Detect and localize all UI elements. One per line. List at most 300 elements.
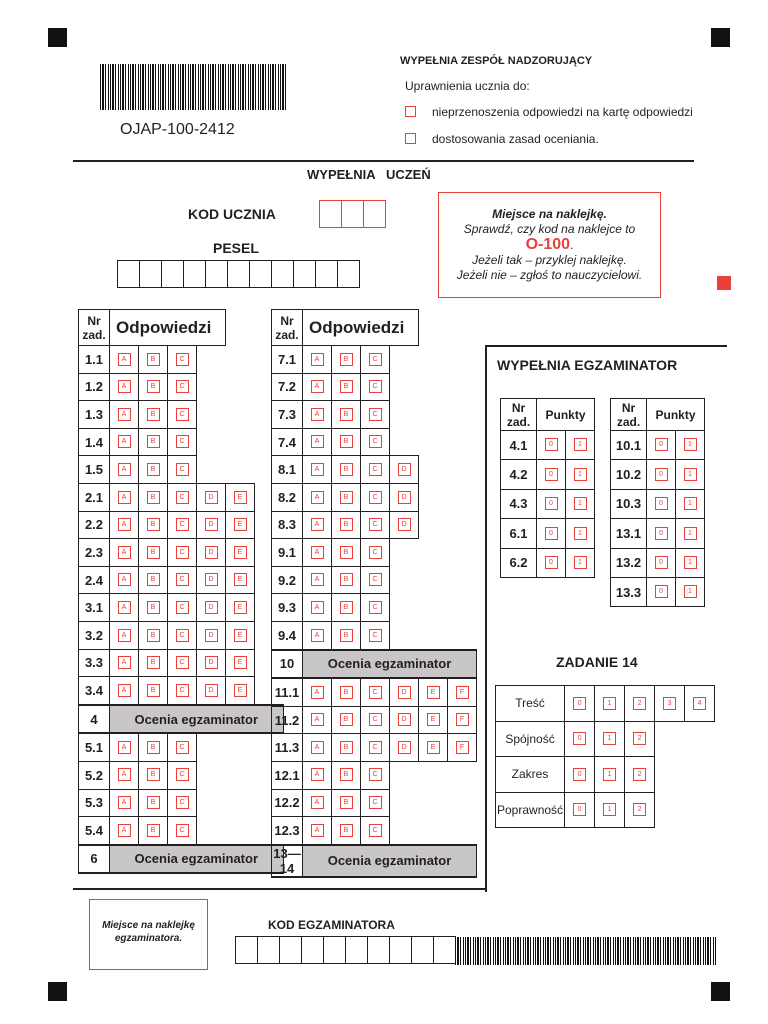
answer-box[interactable]: C	[176, 435, 189, 448]
answer-box[interactable]: A	[118, 741, 131, 754]
answer-box[interactable]: A	[118, 656, 131, 669]
answer-cell	[303, 539, 332, 567]
empty-cell	[226, 373, 255, 401]
answer-box[interactable]: B	[340, 408, 353, 421]
answer-box[interactable]: E	[234, 601, 247, 614]
sticker-code-dot: .	[570, 238, 574, 252]
answer-box[interactable]: A	[311, 408, 324, 421]
empty-cell	[226, 346, 255, 374]
answer-box[interactable]: B	[147, 408, 160, 421]
empty-cell	[390, 566, 419, 594]
points-row	[501, 489, 595, 518]
table-row	[272, 706, 477, 734]
answer-box[interactable]: 0	[655, 585, 668, 598]
answer-cell	[197, 539, 226, 567]
answer-box[interactable]: D	[205, 656, 218, 669]
answer-box[interactable]: E	[427, 686, 440, 699]
answer-box[interactable]: C	[176, 601, 189, 614]
answer-box[interactable]: A	[311, 491, 324, 504]
answer-box[interactable]: F	[456, 713, 469, 726]
answer-cell	[361, 621, 390, 649]
answer-cell	[168, 733, 197, 761]
points-cell	[647, 431, 676, 460]
answer-box[interactable]: 1	[684, 527, 697, 540]
answer-box[interactable]: C	[369, 824, 382, 837]
empty-cell	[685, 721, 715, 757]
answer-cell	[361, 373, 390, 401]
empty-cell	[197, 346, 226, 374]
empty-cell	[419, 566, 448, 594]
registration-mark-bottom-left	[48, 982, 67, 1001]
pesel-input[interactable]	[118, 260, 360, 288]
empty-cell	[390, 373, 419, 401]
sticker-code: O-100	[525, 236, 571, 253]
empty-cell	[419, 346, 448, 374]
answer-box[interactable]: A	[311, 546, 324, 559]
answer-box[interactable]: C	[369, 380, 382, 393]
answer-box[interactable]: B	[340, 629, 353, 642]
empty-cell	[419, 428, 448, 456]
answer-cell	[226, 649, 255, 677]
answer-box[interactable]: B	[147, 353, 160, 366]
answer-box[interactable]: B	[340, 491, 353, 504]
answer-box[interactable]: B	[340, 686, 353, 699]
answer-box[interactable]: 0	[545, 527, 558, 540]
answer-cell	[197, 483, 226, 511]
answer-box[interactable]: B	[340, 435, 353, 448]
answer-cell	[332, 373, 361, 401]
answer-box[interactable]: C	[369, 713, 382, 726]
answer-box[interactable]: B	[340, 463, 353, 476]
score-cell	[595, 686, 625, 722]
table-row	[79, 346, 284, 374]
table-row	[272, 401, 477, 429]
answer-box[interactable]: 2	[633, 697, 646, 710]
answer-cell	[110, 483, 139, 511]
answer-box[interactable]: B	[340, 796, 353, 809]
table-row	[79, 401, 284, 429]
points-row	[611, 460, 705, 489]
criterion-label: Treść	[496, 686, 565, 722]
answer-box[interactable]: C	[176, 824, 189, 837]
empty-cell	[419, 310, 448, 346]
answer-box[interactable]: B	[147, 768, 160, 781]
answer-box[interactable]: B	[147, 601, 160, 614]
answer-box[interactable]: A	[118, 491, 131, 504]
answer-cell	[110, 401, 139, 429]
empty-cell	[448, 621, 477, 649]
answer-box[interactable]: C	[369, 491, 382, 504]
answer-cell	[168, 677, 197, 705]
answer-cell	[168, 539, 197, 567]
answer-box[interactable]: B	[147, 629, 160, 642]
points-cell	[647, 519, 676, 548]
answer-box[interactable]: 1	[574, 468, 587, 481]
answer-box[interactable]: C	[369, 408, 382, 421]
answer-box[interactable]: D	[398, 686, 411, 699]
answer-cell	[197, 594, 226, 622]
answer-box[interactable]: A	[311, 824, 324, 837]
points-row	[501, 548, 595, 577]
answer-box[interactable]: A	[311, 573, 324, 586]
table-row	[79, 761, 284, 789]
answer-cell	[390, 511, 419, 539]
answer-box[interactable]: C	[369, 796, 382, 809]
answer-cell	[303, 373, 332, 401]
answer-cell	[139, 401, 168, 429]
answer-box[interactable]: E	[234, 656, 247, 669]
examiner-sticker-text: Miejsce na naklejkę egzaminatora.	[102, 920, 195, 944]
points-cell	[566, 460, 595, 489]
task-number: 9.2	[272, 566, 303, 594]
answer-box[interactable]: 1	[574, 556, 587, 569]
answer-box[interactable]: 0	[545, 497, 558, 510]
answer-box[interactable]: D	[205, 684, 218, 697]
answer-box[interactable]: C	[176, 796, 189, 809]
empty-cell	[390, 539, 419, 567]
empty-cell	[226, 310, 255, 346]
answer-box[interactable]: E	[234, 546, 247, 559]
examiner-grades-cell: Ocenia egzaminator	[303, 845, 477, 877]
points-cell	[566, 489, 595, 518]
answer-box[interactable]: A	[118, 353, 131, 366]
task-number: 7.1	[272, 346, 303, 374]
answer-box[interactable]: B	[147, 380, 160, 393]
answer-box[interactable]: C	[369, 518, 382, 531]
zadanie14-row	[496, 792, 715, 828]
empty-cell	[197, 817, 226, 845]
answer-cell	[139, 594, 168, 622]
answer-box[interactable]: 1	[603, 732, 616, 745]
sticker-line2: Sprawdź, czy kod na naklejce to	[463, 222, 636, 236]
answer-box[interactable]: E	[234, 684, 247, 697]
answer-box[interactable]: C	[176, 573, 189, 586]
answer-box[interactable]: B	[147, 491, 160, 504]
answer-box[interactable]: A	[311, 601, 324, 614]
answer-box[interactable]: 1	[603, 768, 616, 781]
answer-box[interactable]: C	[176, 408, 189, 421]
answer-box[interactable]: B	[340, 353, 353, 366]
answer-box[interactable]: A	[311, 629, 324, 642]
answer-cell	[139, 733, 168, 761]
points-cell	[676, 548, 705, 577]
answer-box[interactable]: A	[311, 463, 324, 476]
empty-cell	[197, 456, 226, 484]
answer-cell	[419, 734, 448, 762]
answer-box[interactable]: 0	[545, 468, 558, 481]
answer-box[interactable]: A	[311, 380, 324, 393]
answer-box[interactable]: A	[118, 573, 131, 586]
answer-cell	[110, 761, 139, 789]
answer-box[interactable]: A	[118, 463, 131, 476]
answer-box[interactable]: B	[147, 463, 160, 476]
answer-box[interactable]: A	[118, 601, 131, 614]
student-title: WYPEŁNIA UCZEŃ	[307, 167, 431, 182]
task-number: 9.4	[272, 621, 303, 649]
answer-cell	[303, 483, 332, 511]
answer-box[interactable]: 1	[574, 527, 587, 540]
answer-box[interactable]: B	[147, 518, 160, 531]
zadanie14-row	[496, 757, 715, 793]
answer-box[interactable]: 0	[655, 527, 668, 540]
points-row	[501, 460, 595, 489]
points-header: Punkty	[647, 399, 705, 431]
answer-box[interactable]: D	[205, 601, 218, 614]
answer-box[interactable]: C	[369, 686, 382, 699]
kod-ucznia-input[interactable]	[320, 200, 386, 228]
answer-box[interactable]: A	[311, 713, 324, 726]
answer-box[interactable]: B	[340, 768, 353, 781]
answer-box[interactable]: A	[118, 435, 131, 448]
task-number: 4.3	[501, 489, 537, 518]
answer-box[interactable]: D	[205, 546, 218, 559]
answer-box[interactable]: D	[398, 463, 411, 476]
answer-box[interactable]: A	[311, 768, 324, 781]
answer-cell	[332, 678, 361, 706]
answer-box[interactable]: B	[147, 741, 160, 754]
empty-cell	[419, 789, 448, 817]
answer-box[interactable]: C	[176, 768, 189, 781]
answer-box[interactable]: A	[311, 796, 324, 809]
answer-box[interactable]: 1	[684, 497, 697, 510]
task-number: 1.5	[79, 456, 110, 484]
rights-label: Uprawnienia ucznia do:	[405, 79, 530, 93]
empty-cell	[390, 428, 419, 456]
option2-checkbox[interactable]	[405, 133, 416, 144]
table-row	[272, 539, 477, 567]
answer-box[interactable]: B	[147, 684, 160, 697]
empty-cell	[655, 721, 685, 757]
answer-box[interactable]: A	[311, 741, 324, 754]
points-row	[611, 548, 705, 577]
examiner-code-input[interactable]	[236, 936, 456, 964]
examiner-grades-cell: Ocenia egzaminator	[110, 845, 284, 874]
points-left-table	[500, 398, 595, 578]
answer-cell	[139, 373, 168, 401]
answer-box[interactable]: A	[118, 546, 131, 559]
answer-box[interactable]: C	[176, 741, 189, 754]
answer-box[interactable]: D	[398, 713, 411, 726]
answer-box[interactable]: A	[118, 824, 131, 837]
score-cell	[565, 721, 595, 757]
empty-cell	[448, 817, 477, 845]
answer-box[interactable]: 0	[655, 468, 668, 481]
answer-box[interactable]: E	[234, 573, 247, 586]
criterion-label: Poprawność	[496, 792, 565, 828]
answer-box[interactable]: A	[118, 380, 131, 393]
answer-box[interactable]: B	[340, 380, 353, 393]
option1-checkbox[interactable]	[405, 106, 416, 117]
answer-box[interactable]: E	[234, 491, 247, 504]
answer-box[interactable]: B	[340, 741, 353, 754]
answer-box[interactable]: C	[369, 546, 382, 559]
answer-box[interactable]: 2	[633, 732, 646, 745]
task-number: 3.1	[79, 594, 110, 622]
answer-box[interactable]: B	[147, 824, 160, 837]
answer-box[interactable]: 0	[573, 697, 586, 710]
points-cell	[676, 431, 705, 460]
answer-box[interactable]: D	[205, 629, 218, 642]
answer-box[interactable]: D	[398, 491, 411, 504]
answer-cell	[168, 428, 197, 456]
answer-cell	[168, 483, 197, 511]
points-right-table	[610, 398, 705, 607]
answer-box[interactable]: 3	[663, 697, 676, 710]
answer-box[interactable]: 1	[684, 438, 697, 451]
answer-box[interactable]: D	[205, 573, 218, 586]
answer-box[interactable]: F	[456, 741, 469, 754]
task-number: 5.3	[79, 789, 110, 817]
answer-box[interactable]: E	[427, 713, 440, 726]
answer-box[interactable]: 0	[545, 438, 558, 451]
answer-box[interactable]: C	[176, 353, 189, 366]
answer-box[interactable]: B	[147, 435, 160, 448]
answer-box[interactable]: 2	[633, 768, 646, 781]
answer-cell	[361, 346, 390, 374]
task-number: 5.2	[79, 761, 110, 789]
empty-cell	[390, 401, 419, 429]
barcode-bottom	[455, 937, 717, 965]
answer-box[interactable]: C	[369, 463, 382, 476]
answer-box[interactable]: A	[118, 768, 131, 781]
answer-box[interactable]: 0	[573, 768, 586, 781]
answer-cell	[139, 649, 168, 677]
answer-cell	[332, 706, 361, 734]
answer-box[interactable]: C	[369, 353, 382, 366]
answer-box[interactable]: C	[176, 656, 189, 669]
nr-header: Nr zad.	[501, 399, 537, 431]
answer-cell	[110, 373, 139, 401]
divider-top	[73, 160, 694, 162]
table-row	[79, 845, 284, 874]
answer-cell	[303, 621, 332, 649]
answer-box[interactable]: C	[176, 463, 189, 476]
answers-header: Odpowiedzi	[303, 310, 419, 346]
empty-cell	[448, 346, 477, 374]
answer-cell	[110, 817, 139, 845]
answer-box[interactable]: E	[427, 741, 440, 754]
answer-box[interactable]: B	[340, 573, 353, 586]
answer-cell	[419, 678, 448, 706]
answer-box[interactable]: 0	[573, 803, 586, 816]
answer-box[interactable]: A	[311, 353, 324, 366]
answer-box[interactable]: 0	[655, 497, 668, 510]
answer-box[interactable]: C	[176, 518, 189, 531]
answer-box[interactable]: C	[369, 741, 382, 754]
answer-box[interactable]: 1	[574, 438, 587, 451]
task-number: 2.3	[79, 539, 110, 567]
score-cell	[595, 721, 625, 757]
task-number: 8.1	[272, 456, 303, 484]
answer-box[interactable]: 0	[655, 556, 668, 569]
answer-box[interactable]: B	[340, 601, 353, 614]
answer-box[interactable]: B	[340, 713, 353, 726]
kod-ucznia-label: KOD UCZNIA	[188, 206, 276, 222]
answer-cell	[361, 401, 390, 429]
answer-box[interactable]: A	[118, 518, 131, 531]
answer-box[interactable]: 4	[693, 697, 706, 710]
answer-box[interactable]: 0	[545, 556, 558, 569]
task-number: 10.1	[611, 431, 647, 460]
answer-box[interactable]: A	[311, 686, 324, 699]
answer-box[interactable]: 1	[684, 556, 697, 569]
answer-box[interactable]: B	[340, 546, 353, 559]
answer-box[interactable]: 1	[684, 585, 697, 598]
answer-cell	[168, 761, 197, 789]
answer-box[interactable]: 1	[603, 803, 616, 816]
task-number: 10	[272, 650, 303, 679]
answer-box[interactable]: C	[369, 573, 382, 586]
answer-box[interactable]: A	[118, 796, 131, 809]
task-number: 7.4	[272, 428, 303, 456]
answer-box[interactable]: C	[369, 768, 382, 781]
empty-cell	[390, 621, 419, 649]
answer-box[interactable]: C	[369, 629, 382, 642]
answer-box[interactable]: F	[456, 686, 469, 699]
answer-box[interactable]: C	[176, 380, 189, 393]
task-number: 3.3	[79, 649, 110, 677]
answer-box[interactable]: C	[176, 546, 189, 559]
answer-cell	[197, 677, 226, 705]
zadanie14-table	[495, 685, 715, 828]
answer-box[interactable]: C	[176, 491, 189, 504]
answer-cell	[390, 734, 419, 762]
answer-cell	[303, 346, 332, 374]
answer-box[interactable]: B	[147, 656, 160, 669]
sticker-line1: Miejsce na naklejkę.	[492, 207, 607, 221]
answer-box[interactable]: B	[340, 824, 353, 837]
answer-box[interactable]: A	[311, 518, 324, 531]
answer-cell	[332, 761, 361, 789]
table-row	[272, 817, 477, 845]
answer-box[interactable]: B	[147, 573, 160, 586]
answer-box[interactable]: D	[205, 491, 218, 504]
answer-box[interactable]: 0	[573, 732, 586, 745]
answer-box[interactable]: A	[311, 435, 324, 448]
answer-box[interactable]: E	[234, 518, 247, 531]
answer-box[interactable]: B	[147, 546, 160, 559]
answer-box[interactable]: D	[398, 741, 411, 754]
answer-box[interactable]: B	[340, 518, 353, 531]
answer-box[interactable]: A	[118, 408, 131, 421]
answer-box[interactable]: 2	[633, 803, 646, 816]
answer-box[interactable]: 1	[684, 468, 697, 481]
points-cell	[537, 548, 566, 577]
answer-cell	[139, 789, 168, 817]
answer-box[interactable]: 1	[574, 497, 587, 510]
answer-box[interactable]: D	[398, 518, 411, 531]
task-number: 13—14	[273, 845, 301, 876]
answer-box[interactable]: A	[118, 629, 131, 642]
answer-box[interactable]: B	[147, 796, 160, 809]
empty-cell	[226, 761, 255, 789]
answer-box[interactable]: 1	[603, 697, 616, 710]
task-number: 4	[79, 705, 110, 734]
answer-cell	[390, 483, 419, 511]
answer-cell	[361, 761, 390, 789]
answer-box[interactable]: 0	[655, 438, 668, 451]
answer-box[interactable]: C	[369, 601, 382, 614]
answer-box[interactable]: D	[205, 518, 218, 531]
answer-box[interactable]: C	[176, 629, 189, 642]
points-cell	[647, 489, 676, 518]
answer-box[interactable]: E	[234, 629, 247, 642]
answer-box[interactable]: C	[176, 684, 189, 697]
points-cell	[566, 548, 595, 577]
answer-box[interactable]: C	[369, 435, 382, 448]
answer-box[interactable]: A	[118, 684, 131, 697]
answer-cell	[139, 456, 168, 484]
